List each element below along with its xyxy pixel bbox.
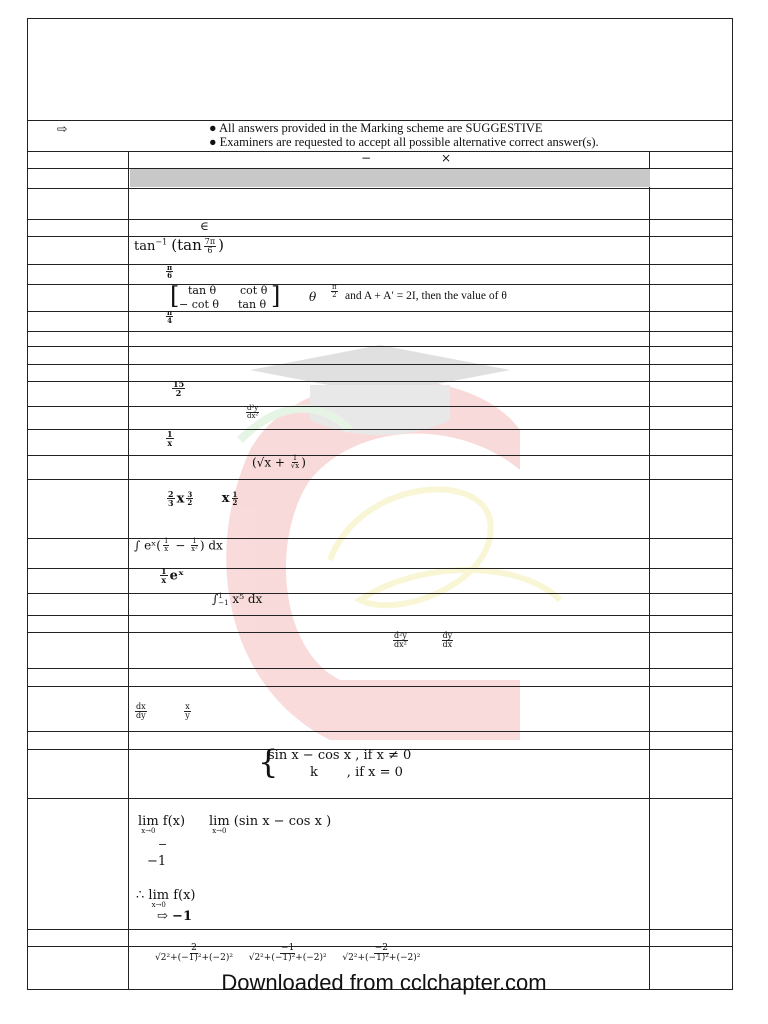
limit-sin-cos: lim x→0 (sin x − cos x ) <box>209 814 332 835</box>
arrow-icon: ⇨ <box>57 122 68 136</box>
direction-cosine-fractions: $\frac{2}{\text{√2²+(−1)²+(−2)²}}$ $\frac{-1}{\text{√2²+(−1)²+(−2)²}}$ $\frac{-2}{\text{√2²+(−1)²+(−2)²}}$ <box>155 943 421 964</box>
option-1-by-x: $\frac{1}{x}$ <box>167 429 173 449</box>
tan-inverse-expression: $\tan^{-1} (\tan$ $\frac{7\pi}{6}$ ) <box>134 236 224 255</box>
integral-x5-expression: ∫ 1 −1 x⁵ dx <box>212 591 263 607</box>
matrix-condition-text: and A + A′ = 2I, then the value of θ <box>345 290 507 302</box>
limit-minus-one: −1 <box>147 854 167 869</box>
option-pi-by-4: $\frac{\pi}{4}$ <box>167 308 173 326</box>
arrow-icon: ⇨ <box>157 909 168 924</box>
differential-equation-terms: $\frac{\text{d²y}}{\text{dx²}}$ $\frac{dy}{dx}$ <box>394 631 453 650</box>
limit-answer: ⇨ −1 <box>157 909 192 924</box>
second-derivative-small: $\frac{\text{d²y}}{\text{dx²}}$ <box>247 404 259 421</box>
theta-symbol: θ <box>309 290 317 304</box>
section-header-bar <box>130 169 650 187</box>
option-two-thirds: $\frac{2}{3}$ x $\frac{3}{2}$ x $\frac{1}{2}$ <box>168 489 238 509</box>
limit-dash: − <box>158 838 168 851</box>
option-pi-by-6: $\frac{\pi}{6}$ <box>167 263 173 281</box>
integral-ex-expression: ∫ eˣ( $\frac{1}{x}$ − $\frac{1}{\text{x²}}$ ) dx <box>134 537 223 554</box>
download-source-footer: Downloaded from cclchapter.com <box>221 970 547 995</box>
pi-by-2: $\frac{\pi}{2}$ <box>332 283 337 300</box>
marking-scheme-table <box>27 18 733 990</box>
therefore-limit: ∴ lim x→0 f(x) <box>136 888 196 909</box>
minus-symbol: − <box>361 151 372 165</box>
option-ex-by-x: $\frac{1}{x}$ eˣ <box>161 566 185 586</box>
sqrt-expression: (√x + $\frac{1}{√x}$ ) <box>252 454 306 471</box>
dx-dy-terms: $\frac{dx}{dy}$ $\frac{x}{y}$ <box>136 702 190 721</box>
element-of-symbol: ∈ <box>200 219 209 233</box>
times-symbol: × <box>441 151 452 165</box>
limit-fx: lim x→0 f(x) <box>138 814 186 835</box>
option-15-by-2: $\frac{15}{2}$ <box>173 379 185 399</box>
note-suggestive: ● All answers provided in the Marking scheme are SUGGESTIVE <box>209 121 543 135</box>
note-alternative-answers: ● Examiners are requested to accept all possible alternative correct answer(s). <box>209 135 599 149</box>
